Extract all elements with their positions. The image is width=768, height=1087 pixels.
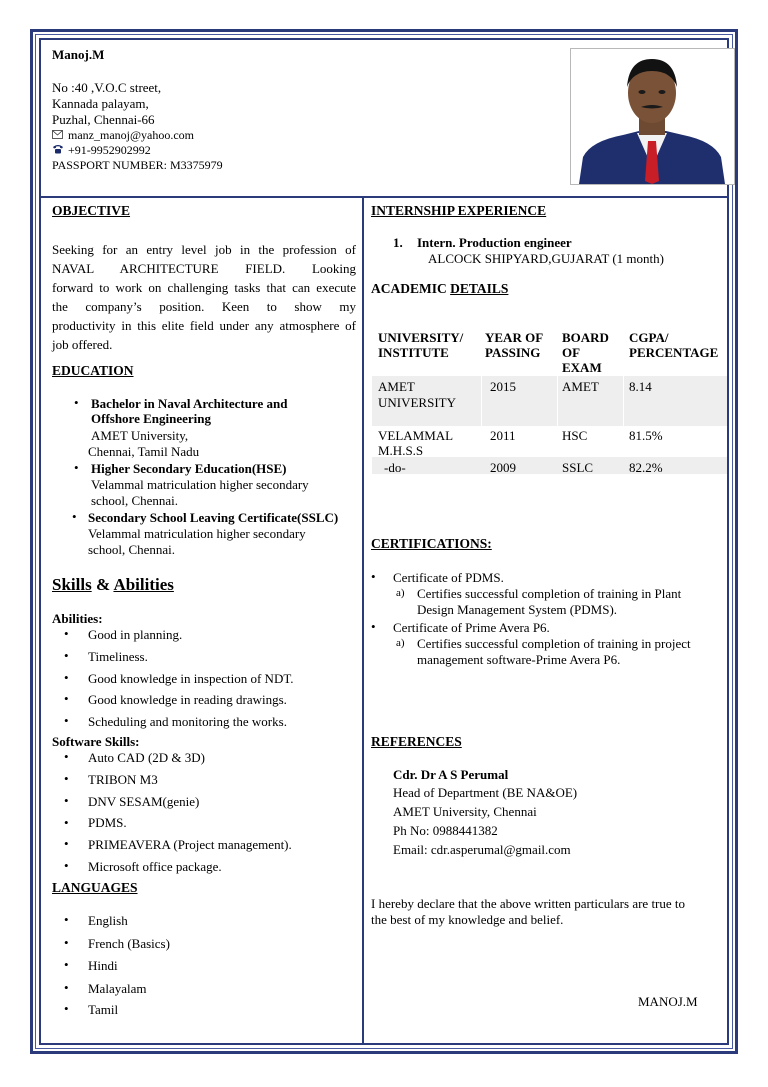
certification-desc: Certifies successful completion of training in project bbox=[417, 636, 691, 651]
header-line: OF bbox=[562, 345, 581, 360]
ability-item: Good in planning. bbox=[88, 627, 183, 642]
header-line: BOARD bbox=[562, 330, 609, 345]
declaration-line: I hereby declare that the above written particulars are true to bbox=[371, 896, 686, 911]
education-detail: Velammal matriculation higher secondary bbox=[88, 526, 306, 541]
skills-heading-word: Skills bbox=[52, 575, 92, 594]
education-detail: school, Chennai. bbox=[91, 493, 179, 508]
education-title: Secondary School Leaving Certificate(SSLC) bbox=[88, 510, 339, 525]
reference-line: Email: cdr.asperumal@gmail.com bbox=[393, 842, 571, 857]
bullet-dot: • bbox=[74, 460, 79, 475]
header-line: YEAR OF bbox=[485, 330, 544, 345]
institute-line: AMET bbox=[378, 379, 415, 394]
table-cell-score: 8.14 bbox=[629, 379, 652, 394]
ability-item: Good knowledge in inspection of NDT. bbox=[88, 671, 294, 686]
languages-heading: LANGUAGES bbox=[52, 880, 138, 895]
internship-company: ALCOCK SHIPYARD,GUJARAT (1 month) bbox=[428, 251, 664, 266]
header-line: PERCENTAGE bbox=[629, 345, 719, 360]
candidate-name: Manoj.M bbox=[52, 47, 105, 62]
bullet-dot: • bbox=[64, 713, 69, 728]
education-title: Bachelor in Naval Architecture and bbox=[91, 396, 288, 411]
reference-line: Ph No: 0988441382 bbox=[393, 823, 498, 838]
software-item: TRIBON M3 bbox=[88, 772, 158, 787]
envelope-icon bbox=[52, 129, 64, 143]
bullet-dot: • bbox=[371, 619, 376, 634]
phone-text: +91-9952902992 bbox=[68, 143, 151, 157]
bullet-dot: • bbox=[72, 509, 77, 524]
software-item: PDMS. bbox=[88, 815, 127, 830]
software-item: Microsoft office package. bbox=[88, 859, 222, 874]
table-cell-institute bbox=[378, 428, 453, 458]
bullet-dot: • bbox=[64, 980, 69, 995]
reference-line: AMET University, Chennai bbox=[393, 804, 537, 819]
references-heading: REFERENCES bbox=[371, 734, 462, 749]
abilities-heading-word: Abilities bbox=[113, 575, 174, 594]
header-line: INSTITUTE bbox=[378, 345, 449, 360]
bullet-dot: • bbox=[64, 836, 69, 851]
table-row-shade bbox=[372, 457, 727, 474]
signature-name: MANOJ.M bbox=[638, 994, 698, 1009]
header-divider bbox=[41, 196, 727, 198]
bullet-dot: • bbox=[64, 815, 69, 830]
certification-marker: a) bbox=[396, 587, 405, 599]
header-line: EXAM bbox=[562, 360, 602, 375]
bullet-dot: • bbox=[64, 691, 69, 706]
table-cell-institute bbox=[378, 379, 456, 410]
address-line-1: No :40 ,V.O.C street, bbox=[52, 80, 162, 95]
software-skills-label: Software Skills: bbox=[52, 734, 140, 749]
column-divider bbox=[362, 198, 364, 1043]
bullet-dot: • bbox=[64, 793, 69, 808]
language-item: French (Basics) bbox=[88, 936, 170, 951]
software-item: DNV SESAM(genie) bbox=[88, 794, 200, 809]
table-cell-year: 2015 bbox=[490, 379, 516, 394]
bullet-dot: • bbox=[64, 858, 69, 873]
table-cell-score: 81.5% bbox=[629, 428, 663, 443]
institute-line: UNIVERSITY bbox=[378, 395, 456, 410]
education-detail: school, Chennai. bbox=[88, 542, 176, 557]
software-item: Auto CAD (2D & 3D) bbox=[88, 750, 205, 765]
table-cell-gap bbox=[481, 376, 482, 426]
bullet-dot: • bbox=[74, 395, 79, 410]
bullet-dot: • bbox=[64, 648, 69, 663]
header-line: CGPA/ bbox=[629, 330, 669, 345]
table-cell-year: 2011 bbox=[490, 428, 516, 443]
profile-photo bbox=[570, 48, 735, 185]
certification-marker: a) bbox=[396, 637, 405, 649]
language-item: Tamil bbox=[88, 1002, 119, 1017]
table-cell-board: SSLC bbox=[562, 460, 594, 475]
institute-line: M.H.S.S bbox=[378, 443, 424, 458]
objective-heading: OBJECTIVE bbox=[52, 203, 131, 218]
table-cell-board: HSC bbox=[562, 428, 588, 443]
email-row bbox=[52, 128, 194, 143]
objective-line: Seeking for an entry level job in the profession of bbox=[52, 242, 356, 257]
objective-text bbox=[52, 240, 356, 354]
table-cell-gap bbox=[557, 376, 558, 426]
language-item: Hindi bbox=[88, 958, 118, 973]
education-detail: Chennai, Tamil Nadu bbox=[88, 444, 200, 459]
academic-heading-word: ACADEMIC bbox=[371, 281, 447, 296]
table-header-cell bbox=[485, 330, 543, 360]
software-item: PRIMEAVERA (Project management). bbox=[88, 837, 292, 852]
objective-line: productivity in this elite field under any atmosphere of bbox=[52, 318, 356, 333]
details-heading-word: DETAILS bbox=[450, 281, 509, 296]
table-header-cell bbox=[629, 330, 718, 360]
header-line: UNIVERSITY/ bbox=[378, 330, 464, 345]
certifications-heading: CERTIFICATIONS: bbox=[371, 536, 492, 551]
language-item: English bbox=[88, 913, 128, 928]
certification-desc: management software-Prime Avera P6. bbox=[417, 652, 621, 667]
table-cell-institute: -do- bbox=[384, 460, 406, 475]
objective-line: job offered. bbox=[52, 337, 113, 352]
education-title: Higher Secondary Education(HSE) bbox=[91, 461, 287, 476]
passport-number: PASSPORT NUMBER: M3375979 bbox=[52, 158, 223, 172]
bullet-dot: • bbox=[371, 569, 376, 584]
table-header-cell bbox=[378, 330, 463, 360]
abilities-label: Abilities: bbox=[52, 611, 103, 626]
email-text: manz_manoj@yahoo.com bbox=[68, 128, 195, 142]
education-title: Offshore Engineering bbox=[91, 411, 212, 426]
address-line-2: Kannada palayam, bbox=[52, 96, 149, 111]
reference-line: Head of Department (BE NA&OE) bbox=[393, 785, 578, 800]
bullet-dot: • bbox=[64, 771, 69, 786]
declaration-line: the best of my knowledge and belief. bbox=[371, 912, 564, 927]
bullet-dot: • bbox=[64, 912, 69, 927]
bullet-dot: • bbox=[64, 749, 69, 764]
table-cell-year: 2009 bbox=[490, 460, 516, 475]
objective-line: NAVAL ARCHITECTURE FIELD. Looking bbox=[52, 261, 356, 276]
certification-title: Certificate of PDMS. bbox=[393, 570, 504, 585]
internship-number: 1. bbox=[393, 235, 403, 250]
certification-title: Certificate of Prime Avera P6. bbox=[393, 620, 550, 635]
telephone-icon bbox=[52, 144, 64, 158]
skills-heading-amp: & bbox=[95, 575, 111, 594]
bullet-dot: • bbox=[64, 935, 69, 950]
education-heading: EDUCATION bbox=[52, 363, 134, 378]
ability-item: Timeliness. bbox=[88, 649, 148, 664]
language-item: Malayalam bbox=[88, 981, 147, 996]
internship-heading: INTERNSHIP EXPERIENCE bbox=[371, 203, 547, 218]
certification-desc: Certifies successful completion of training in Plant bbox=[417, 586, 682, 601]
ability-item: Good knowledge in reading drawings. bbox=[88, 692, 287, 707]
bullet-dot: • bbox=[64, 957, 69, 972]
education-detail: AMET University, bbox=[91, 428, 189, 443]
table-cell-gap bbox=[623, 376, 624, 426]
table-cell-score: 82.2% bbox=[629, 460, 663, 475]
header-line: PASSING bbox=[485, 345, 541, 360]
table-cell-board: AMET bbox=[562, 379, 599, 394]
objective-line: forward to work on challenging tasks that can execute bbox=[52, 280, 356, 295]
reference-name: Cdr. Dr A S Perumal bbox=[393, 767, 509, 782]
phone-row bbox=[52, 143, 151, 158]
skills-heading bbox=[52, 575, 174, 595]
address-line-3: Puzhal, Chennai-66 bbox=[52, 112, 155, 127]
table-header-cell bbox=[562, 330, 609, 375]
ability-item: Scheduling and monitoring the works. bbox=[88, 714, 287, 729]
objective-line: the company’s position. Keen to show my bbox=[52, 299, 356, 314]
bullet-dot: • bbox=[64, 626, 69, 641]
certification-desc: Design Management System (PDMS). bbox=[417, 602, 618, 617]
academic-heading bbox=[371, 281, 508, 297]
internship-title: Intern. Production engineer bbox=[417, 235, 572, 250]
education-detail: Velammal matriculation higher secondary bbox=[91, 477, 309, 492]
institute-line: VELAMMAL bbox=[378, 428, 454, 443]
bullet-dot: • bbox=[64, 1001, 69, 1016]
bullet-dot: • bbox=[64, 670, 69, 685]
